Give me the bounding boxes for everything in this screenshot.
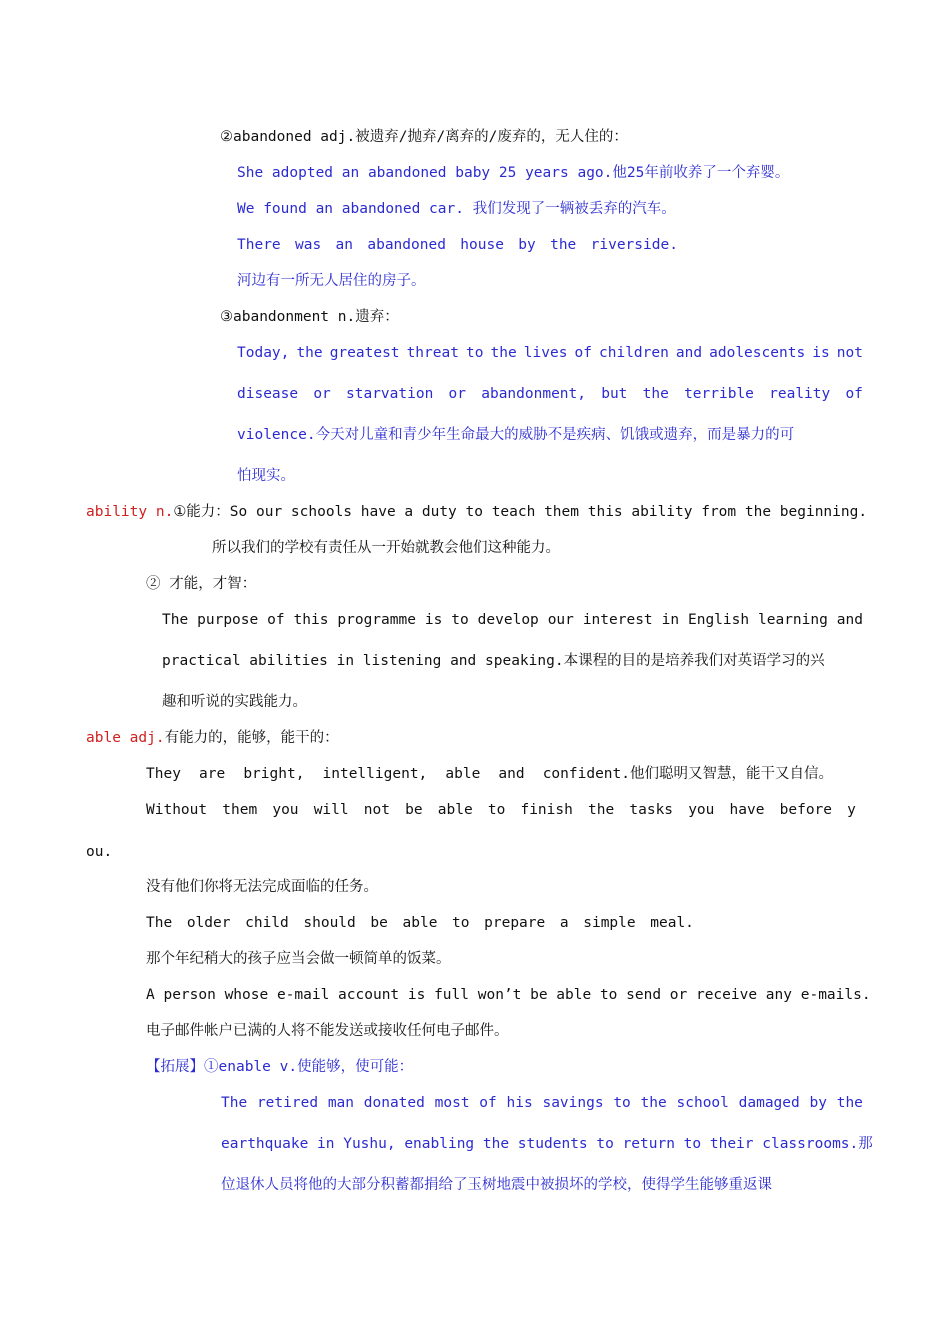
word: intelligent, (322, 766, 428, 782)
word: to (452, 915, 470, 931)
ability-sense-1-translation: 所以我们的学校有责任从一开始就教会他们这种能力。 (212, 540, 560, 556)
word: before (779, 802, 833, 818)
word: donated (363, 1095, 425, 1111)
word: you (688, 802, 715, 818)
word: is (812, 345, 830, 361)
abandonment-example-line-1 (237, 343, 863, 363)
word: and (836, 612, 863, 628)
word: programme (337, 612, 416, 628)
word: is (424, 612, 443, 628)
word: threat (406, 345, 459, 361)
word: confident.他们聪明又智慧，能干又自信。 (542, 766, 833, 782)
word: terrible (684, 386, 754, 402)
enable-example-line-2: earthquake in Yushu, enabling the students to return to their classrooms.那 (221, 1136, 873, 1152)
word: interest (582, 612, 653, 628)
word: They (146, 766, 181, 782)
word: reality (769, 386, 831, 402)
word: purpose (197, 612, 259, 628)
abandoned-example-2: We found an abandoned car. 我们发现了一辆被丢弃的汽车。 (237, 201, 676, 217)
enable-example-line-1 (221, 1093, 863, 1113)
word: simple (583, 915, 636, 931)
ability-example-line-2: practical abilities in listening and speaking.本课程的目的是培养我们对英语学习的兴 (162, 653, 825, 669)
word: greatest (329, 345, 400, 361)
word: the (588, 802, 615, 818)
abandoned-example-3 (237, 235, 678, 255)
word: and (675, 345, 703, 361)
word: in (661, 612, 680, 628)
word: y (847, 802, 856, 818)
abandonment-example-line-4: 怕现实。 (237, 468, 295, 484)
word: bright, (243, 766, 305, 782)
extension-heading: ①enable v.使能够，使可能： (204, 1059, 414, 1075)
word: meal. (650, 915, 694, 931)
word: and (498, 766, 525, 782)
word: man (327, 1095, 355, 1111)
word: to (466, 345, 484, 361)
word: retired (256, 1095, 319, 1111)
word: learning (758, 612, 828, 628)
word: of (574, 345, 592, 361)
word: to (613, 1095, 631, 1111)
word: the (296, 345, 323, 361)
word: the (550, 237, 577, 253)
word: you (272, 802, 299, 818)
word: able (445, 766, 481, 782)
able-example-2-translation: 没有他们你将无法完成面临的任务。 (146, 879, 378, 895)
word: the (640, 1095, 667, 1111)
abandoned-heading: ②abandoned adj.被遗弃/抛弃/离弃的/废弃的，无人住的： (220, 129, 628, 145)
extension-heading-line (146, 1057, 413, 1077)
ability-example-line-3: 趣和听说的实践能力。 (162, 694, 307, 710)
abandoned-example-1: She adopted an abandoned baby 25 years ago.他25年前收养了一个弃婴。 (237, 165, 790, 181)
word: develop (477, 612, 539, 628)
word: was (295, 237, 322, 253)
word: school (676, 1095, 729, 1111)
word: The (221, 1095, 248, 1111)
word: savings (542, 1095, 604, 1111)
word: adolescents (709, 345, 806, 361)
ability-entry-line (86, 502, 867, 522)
word: most (434, 1095, 470, 1111)
word: riverside. (590, 237, 678, 253)
word: starvation (346, 386, 434, 402)
word: or (313, 386, 331, 402)
ability-example-line-1 (162, 610, 863, 630)
word: are (199, 766, 226, 782)
word: by (518, 237, 536, 253)
word: tasks (629, 802, 674, 818)
word: children (599, 345, 669, 361)
word: should (303, 915, 356, 931)
word: be (405, 802, 423, 818)
able-example-3-translation: 那个年纪稍大的孩子应当会做一顿简单的饭菜。 (146, 951, 451, 967)
word: lives (523, 345, 568, 361)
word: not (836, 345, 863, 361)
word: The (146, 915, 173, 931)
word: Today, (237, 345, 290, 361)
word: abandonment, (481, 386, 586, 402)
word: older (186, 915, 231, 931)
abandonment-example-line-3: violence.今天对儿童和青少年生命最大的威胁不是疾病、饥饿或遗弃，而是暴力的可 (237, 427, 795, 443)
word: The (162, 612, 189, 628)
word: of (267, 612, 285, 628)
word: child (245, 915, 289, 931)
ability-headword: ability n. (86, 504, 174, 520)
able-headword: able adj. (86, 730, 165, 746)
word: have (729, 802, 765, 818)
able-example-1 (146, 764, 833, 784)
word: abandoned (367, 237, 446, 253)
abandonment-example-line-2 (237, 384, 863, 404)
word: disease (237, 386, 299, 402)
word: will (313, 802, 349, 818)
word: English (687, 612, 750, 628)
able-example-4-translation: 电子邮件帐户已满的人将不能发送或接收任何电子邮件。 (146, 1023, 509, 1039)
word: damaged (738, 1095, 800, 1111)
word: house (460, 237, 504, 253)
abandonment-heading: ③abandonment n.遗弃： (220, 309, 399, 325)
word: a (559, 915, 569, 931)
word: finish (520, 802, 573, 818)
word: this (293, 612, 329, 628)
ability-sense-1: ①能力：So our schools have a duty to teach them this ability from the beginning. (173, 504, 868, 520)
able-entry-line (86, 728, 339, 748)
enable-example-line-3: 位退休人员将他的大部分积蓄都捐给了玉树地震中被损坏的学校，使得学生能够重返课 (221, 1177, 772, 1193)
word: by (809, 1095, 827, 1111)
able-definition: 有能力的，能够，能干的： (164, 730, 339, 746)
word: able (402, 915, 438, 931)
word: his (506, 1095, 533, 1111)
word: There (237, 237, 281, 253)
ability-sense-2: ② 才能，才智： (146, 576, 257, 592)
word: to (487, 802, 506, 818)
word: them (222, 802, 258, 818)
able-example-3 (146, 913, 694, 933)
word: not (363, 802, 390, 818)
word: to (451, 612, 469, 628)
word: or (448, 386, 467, 402)
abandoned-example-3-translation: 河边有一所无人居住的房子。 (237, 273, 426, 289)
able-example-2 (146, 800, 856, 820)
word: but (601, 386, 628, 402)
word: Without (146, 802, 208, 818)
word: the (490, 345, 517, 361)
word: an (335, 237, 354, 253)
word: be (370, 915, 388, 931)
word: able (437, 802, 473, 818)
extension-label: 【拓展】 (146, 1059, 204, 1075)
word: the (836, 1095, 863, 1111)
word: the (642, 386, 669, 402)
word: prepare (484, 915, 546, 931)
able-example-4: A person whose e-mail account is full won’t be able to send or receive any e-mails. (146, 987, 871, 1003)
word: of (845, 386, 863, 402)
word: of (479, 1095, 497, 1111)
able-example-2-wrap: ou. (86, 844, 113, 860)
word: our (547, 612, 574, 628)
